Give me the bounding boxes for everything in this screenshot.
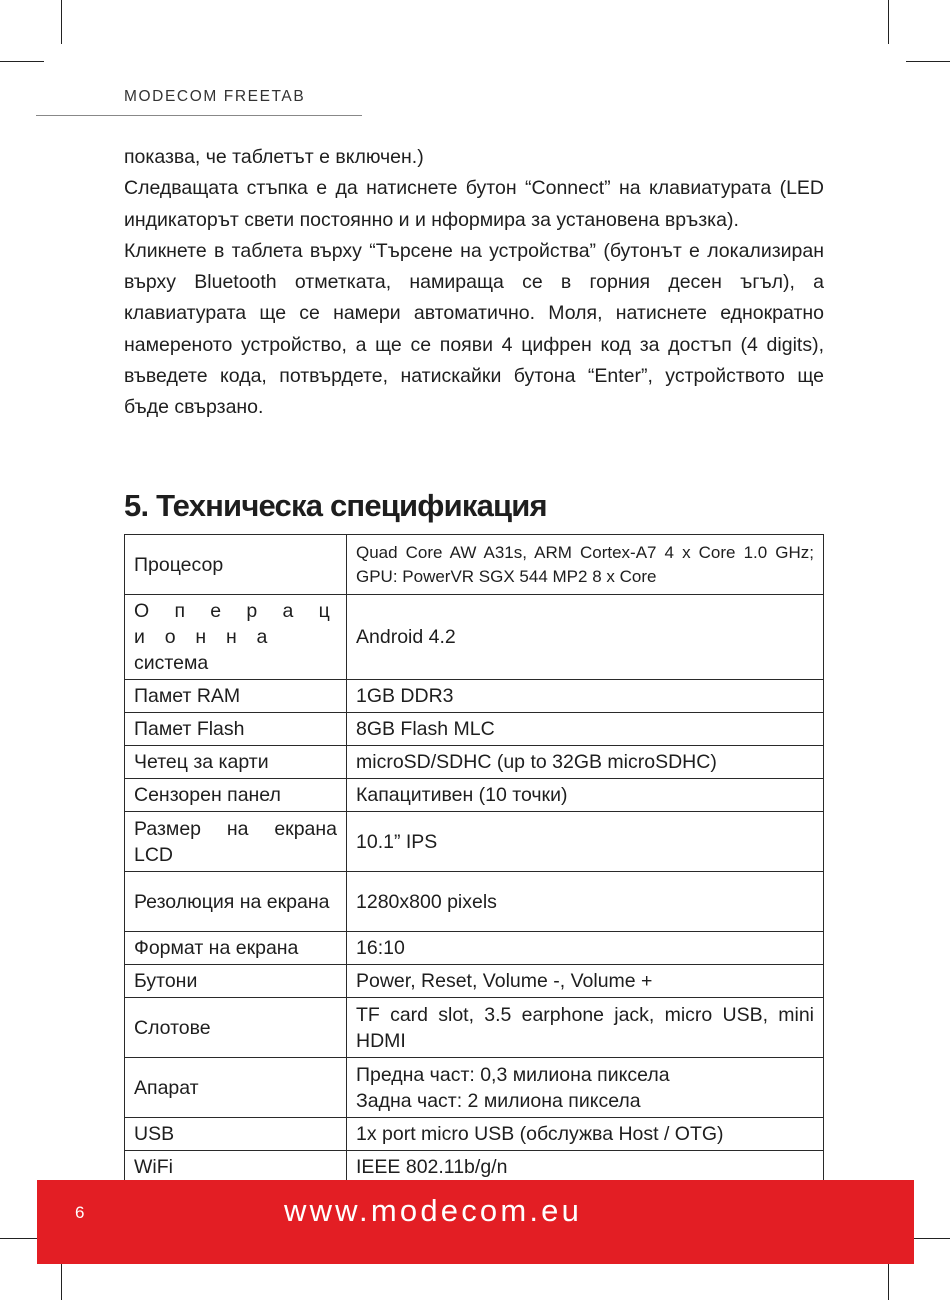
spec-label: Апарат — [125, 1058, 347, 1118]
crop-mark — [888, 0, 889, 44]
spec-value: 1GB DDR3 — [347, 680, 824, 713]
spec-value: microSD/SDHC (up to 32GB microSDHC) — [347, 746, 824, 779]
spec-value-line: Задна част: 2 милиона пиксела — [356, 1089, 641, 1112]
spec-row-aspect — [125, 932, 824, 965]
spec-label: WiFi — [125, 1151, 347, 1184]
header-rule — [36, 115, 362, 116]
spec-row-wifi — [125, 1151, 824, 1184]
spec-value: Android 4.2 — [347, 595, 824, 680]
spec-row-resolution — [125, 872, 824, 932]
paragraph: Кликнете в таблета върху “Търсене на устройства” (бутонът е локализиран върху Bluetooth отметката, намираща се в горния десен ъгъл), а клавиатурата ще се намери автоматично. Моля, натиснете еднократно намереното устройство, а ще се появи 4 цифрен код за достъп (4 digits), въведете кода, потвърдете, натискайки бутона “Enter”, устройството ще бъде свързано. — [124, 239, 824, 419]
spec-row-os — [125, 595, 824, 680]
body-text — [124, 142, 824, 424]
spec-label: Четец за карти — [125, 746, 347, 779]
section-title: 5. Техническа спецификация — [124, 488, 547, 523]
spec-label: Размер на екрана LCD — [125, 812, 347, 872]
spec-label: Сензорен панел — [125, 779, 347, 812]
spec-value: 16:10 — [347, 932, 824, 965]
spec-label-line: система — [134, 652, 209, 674]
spec-row-touch-panel — [125, 779, 824, 812]
spec-label — [125, 595, 347, 680]
paragraph: показва, че таблетът е включен.) — [124, 146, 424, 168]
spec-table — [124, 534, 824, 1184]
paragraph: Следващата стъпка е да натиснете бутон “Connect” на клавиатурата (LED индикаторът свети постоянно и и нформира за установена връзка). — [124, 177, 824, 231]
spec-value: 8GB Flash MLC — [347, 713, 824, 746]
crop-mark — [906, 61, 950, 62]
spec-value-line: Предна част: 0,3 милиона пиксела — [356, 1063, 670, 1086]
spec-label: USB — [125, 1118, 347, 1151]
spec-label: Бутони — [125, 965, 347, 998]
spec-value: IEEE 802.11b/g/n — [347, 1151, 824, 1184]
spec-label: Слотове — [125, 998, 347, 1058]
spec-value: Капацитивен (10 точки) — [347, 779, 824, 812]
spec-value: Quad Core AW A31s, ARM Cortex-A7 4 x Core 1.0 GHz; GPU: PowerVR SGX 544 MP2 8 x Core — [347, 535, 824, 595]
spec-row-screen-size — [125, 812, 824, 872]
spec-label: Процесор — [125, 535, 347, 595]
spec-value: TF card slot, 3.5 earphone jack, micro USB, mini HDMI — [347, 998, 824, 1058]
spec-row-cpu — [125, 535, 824, 595]
spec-label: Резолюция на екрана — [125, 872, 347, 932]
spec-row-usb — [125, 1118, 824, 1151]
spec-label: Памет Flash — [125, 713, 347, 746]
spec-row-card-reader — [125, 746, 824, 779]
spec-row-camera — [125, 1058, 824, 1118]
spec-label: Памет RAM — [125, 680, 347, 713]
crop-mark — [61, 0, 62, 44]
spec-label: Формат на екрана — [125, 932, 347, 965]
page-number: 6 — [75, 1203, 85, 1222]
crop-mark — [0, 61, 44, 62]
spec-value: 1280x800 pixels — [347, 872, 824, 932]
spec-value: 1x port micro USB (обслужва Host / OTG) — [347, 1118, 824, 1151]
spec-value: Power, Reset, Volume -, Volume + — [347, 965, 824, 998]
spec-label-line: О п е р а ц и о н н а — [134, 600, 337, 648]
running-header: MODECOM FREETAB — [124, 88, 306, 105]
spec-row-flash — [125, 713, 824, 746]
spec-row-slots — [125, 998, 824, 1058]
spec-value: 10.1” IPS — [347, 812, 824, 872]
website-url: www.modecom.eu — [284, 1193, 583, 1228]
spec-value — [347, 1058, 824, 1118]
spec-row-buttons — [125, 965, 824, 998]
spec-row-ram — [125, 680, 824, 713]
